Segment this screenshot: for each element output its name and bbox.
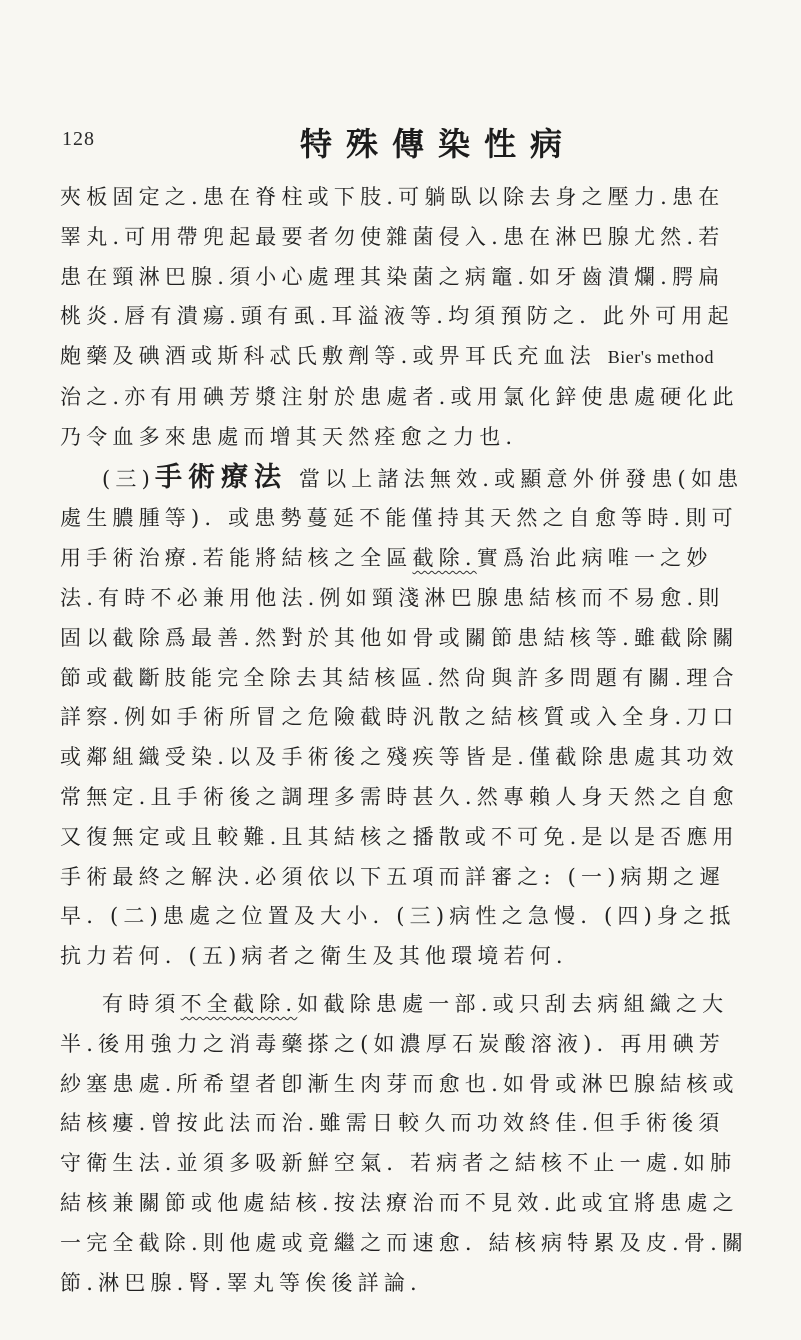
page-number: 128 [62, 128, 95, 150]
paragraph-3-text-b: 如截除患處一部.或只刮去病組織之大半.後用強力之消毒藥搽之(如濃厚石炭酸溶液). 再用碘芳紗塞患處.所希望者卽漸生肉芽而愈也.如骨或淋巴腺結核或結核瘻.曾按此法而治.雖需日較久而功效終佳.但手術後須守衛生法.並須多吸新鮮空氣. 若病者之結核不止一處.如肺結核兼關節或他處結核.按法療治而不見效.此或宜將患處之一完全截除.則他處或竟繼之而速愈. 結核病特累及皮.骨.關節.淋巴腺.腎.睪丸等俟後詳論. [60, 991, 749, 1295]
emphasized-term-partial-excision: 不全截除. [180, 991, 298, 1016]
section-3-text-a: 當以上諸法無效.或顯意外併發患(如患處生膿腫等). 或患勢蔓延不能僅持其天然之自愈等時.則可用手術治療.若能將結核之全區 [60, 466, 744, 571]
section-3-text-b: 實爲治此病唯一之妙法.有時不必兼用他法.例如頸淺淋巴腺患結核而不易愈.則固以截除爲最善.然對於其他如骨或關節患結核等.雖截除關節或截斷肢能完全除去其結核區.然尙與許多問題有關.理合詳察.例如手術所冒之危險截時汎散之結核質或入全身.刀口或鄰組織受染.以及手術後之殘疾等皆是.僅截除患處其功效常無定.且手術後之調理多需時甚久.然專賴人身天然之自愈又復無定或且較難.且其結核之播散或不可免.是以是否應用手術最終之解決.必須依以下五項而詳審之: (一)病期之遲早. (二)患處之位置及大小. (三)病性之急慢. (四)身之抵抗力若何. (五)病者之衛生及其他環境若何. [60, 546, 739, 969]
paragraph-1-text-end: 治之.亦有用碘芳漿注射於患處者.或用氯化鋅使患處硬化此乃令血多來患處而增其天然痊愈之力也. [60, 384, 739, 449]
paragraph-section-3 [60, 458, 750, 977]
paragraph-1 [60, 178, 750, 458]
emphasized-term-excision: 截除. [412, 546, 477, 571]
running-title: 特殊傳染性病 [300, 125, 577, 163]
paragraph-1-text: 夾板固定之.患在脊柱或下肢.可躺臥以除去身之壓力.患在睪丸.可用帶兜起最要者勿使雜菌侵入.患在淋巴腺尤然.若患在頸淋巴腺.須小心處理其染菌之病竈.如牙齒潰爛.腭扁桃炎.唇有潰瘍.頭有虱.耳溢液等.均須預防之. 此外可用起皰藥及碘酒或斯科忒氏敷劑等.或畀耳氏充血法 [60, 185, 734, 369]
section-number: (三) [102, 466, 155, 491]
bier-method-term: Bier's method [607, 347, 714, 368]
paragraph-3-text-a: 有時須 [102, 991, 181, 1016]
section-heading: 手術療法 [155, 461, 287, 493]
body-text [60, 178, 750, 1303]
paragraph-3 [60, 985, 750, 1303]
